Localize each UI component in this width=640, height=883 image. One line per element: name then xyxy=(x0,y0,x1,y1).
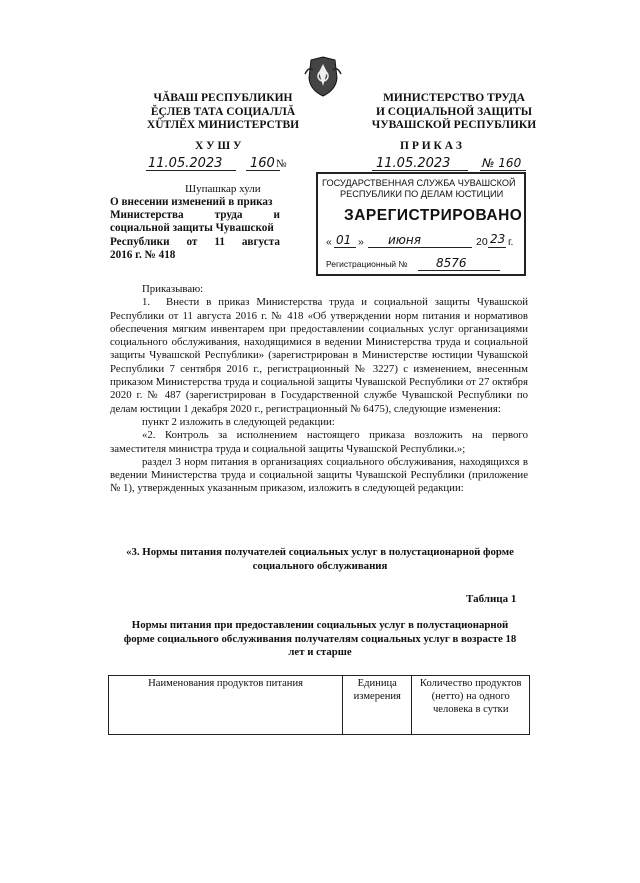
stamp-day: 01 xyxy=(336,233,352,247)
stamp-year: 23 xyxy=(490,232,506,246)
stamp-reg-number: 8576 xyxy=(436,256,467,270)
right-ministry-line: МИНИСТЕРСТВО ТРУДА xyxy=(383,92,525,104)
table-title-line: Нормы питания при предоставлении социальных услуг в полустационарной xyxy=(131,619,509,631)
order-body xyxy=(110,283,528,496)
right-date: 11.05.2023 xyxy=(376,156,451,171)
subject-line: 2016 г. № 418 xyxy=(110,248,176,261)
paragraph-1 xyxy=(110,296,528,416)
right-ministry-line: ЧУВАШСКОЙ РЕСПУБЛИКИ xyxy=(371,119,537,131)
paragraph-1-number: 1. xyxy=(142,296,151,309)
section-title-line: социального обслуживания xyxy=(252,559,388,572)
left-ministry-name xyxy=(138,92,308,133)
stamp-month: июня xyxy=(388,233,421,247)
right-doc-type: П Р И К А З xyxy=(400,140,463,152)
table-header-cell: Наименования продуктов питания xyxy=(109,676,343,735)
subject-line: социальной защиты Чувашской xyxy=(110,222,274,235)
subject-word: 11 xyxy=(214,235,225,248)
section-title xyxy=(110,546,530,573)
subject-word: Республики xyxy=(110,235,170,248)
table-header-row xyxy=(109,676,530,735)
subject-line: О внесении изменений в приказ xyxy=(110,196,273,208)
stamp-status: ЗАРЕГИСТРИРОВАНО xyxy=(344,207,523,224)
left-date-number xyxy=(146,154,298,174)
emblem-icon xyxy=(303,56,343,98)
subject-word: Министерства xyxy=(110,209,184,222)
table-label: Таблица 1 xyxy=(466,593,517,605)
paragraph-1-text: Республики от 11 августа 2016 г. № 418 «Об утверждении норм питания и нормативов обеспечения мягким инвентарем при предоставлении социальных услуг организациями социального обслуживания, находящимися в ведении Министерства труда и социальной защиты Чувашской Республики» (зарегистрирован в Министерстве юстиции Чувашской Республики 7 сентября 2016 г., регистрационный № 3227) с изменением, внесенным приказом Министерства труда и социальной защиты Чувашской Республики от 27 октября 2020 г. № 487 (зарегистрирован в Государственной службе Чувашской Республики по делам юстиции 1 декабря 2020 г., регистрационный № 6475), следующие изменения: xyxy=(110,309,528,415)
subject-word: от xyxy=(186,235,198,248)
stamp-reg-label: Регистрационный № xyxy=(326,259,408,269)
subject-word: труда xyxy=(214,209,243,222)
registration-stamp xyxy=(316,172,526,276)
left-date: 11.05.2023 xyxy=(148,156,223,171)
table-title-line: форме социального обслуживания получателям социальных услуг в возрасте 18 xyxy=(123,632,517,645)
stamp-reg-row xyxy=(326,258,518,272)
stamp-agency-line: РЕСПУБЛИКИ ПО ДЕЛАМ ЮСТИЦИИ xyxy=(340,189,504,199)
stamp-date-row: « 01 » июня 20 23 г. xyxy=(326,232,514,248)
section-title-line: «3. Нормы питания получателей социальных услуг в полустационарной форме xyxy=(126,546,514,558)
table-title xyxy=(110,619,530,660)
right-date-number xyxy=(372,154,528,174)
table-title-line: лет и старше xyxy=(288,646,352,658)
left-number-sign: № xyxy=(276,158,287,170)
stamp-agency-line: ГОСУДАРСТВЕННАЯ СЛУЖБА ЧУВАШСКОЙ xyxy=(322,178,516,188)
left-number: 160 xyxy=(250,156,275,171)
order-subject xyxy=(110,196,280,262)
stamp-year-prefix: 20 xyxy=(476,236,488,248)
left-doc-type: Х У Ш У xyxy=(195,140,242,152)
left-ministry-line: ХŰТЛĔХ МИНИСТЕРСТВИ xyxy=(146,119,300,131)
right-number: № 160 xyxy=(482,156,522,170)
left-city: Шупашкар хули xyxy=(185,183,261,195)
paragraph-4: раздел 3 норм питания в организациях социального обслуживания, находящихся в ведении Министерства труда и социальной защиты Чувашской Республики (приложение № 1), утвержденных указанным приказом, изложить в следующей редакции: xyxy=(110,455,528,495)
subject-word: августа xyxy=(241,235,280,248)
left-ministry-line: ЧĂВАШ РЕСПУБЛИКИН xyxy=(153,92,293,104)
left-ministry-line: ĔÇЛЕВ ТАТА СОЦИАЛЛĂ xyxy=(150,105,296,118)
stamp-year-suffix: г. xyxy=(508,236,514,248)
right-ministry-name xyxy=(368,92,540,133)
nutrition-table xyxy=(108,675,530,735)
intro-paragraph: Приказываю: xyxy=(142,283,204,295)
right-ministry-line: И СОЦИАЛЬНОЙ ЗАЩИТЫ xyxy=(375,105,533,118)
table-header-cell: Единица измерения xyxy=(343,676,412,735)
paragraph-3: «2. Контроль за исполнением настоящего приказа возложить на первого заместителя министра труда и социальной защиты Чувашской Республики.»; xyxy=(110,429,528,455)
paragraph-2: пункт 2 изложить в следующей редакции: xyxy=(142,415,335,428)
paragraph-1-first-line: Внести в приказ Министерства труда и социальной защиты Чувашской xyxy=(166,296,528,309)
table-header-cell: Количество продуктов (нетто) на одного человека в сутки xyxy=(412,676,530,735)
subject-word: и xyxy=(273,209,280,222)
